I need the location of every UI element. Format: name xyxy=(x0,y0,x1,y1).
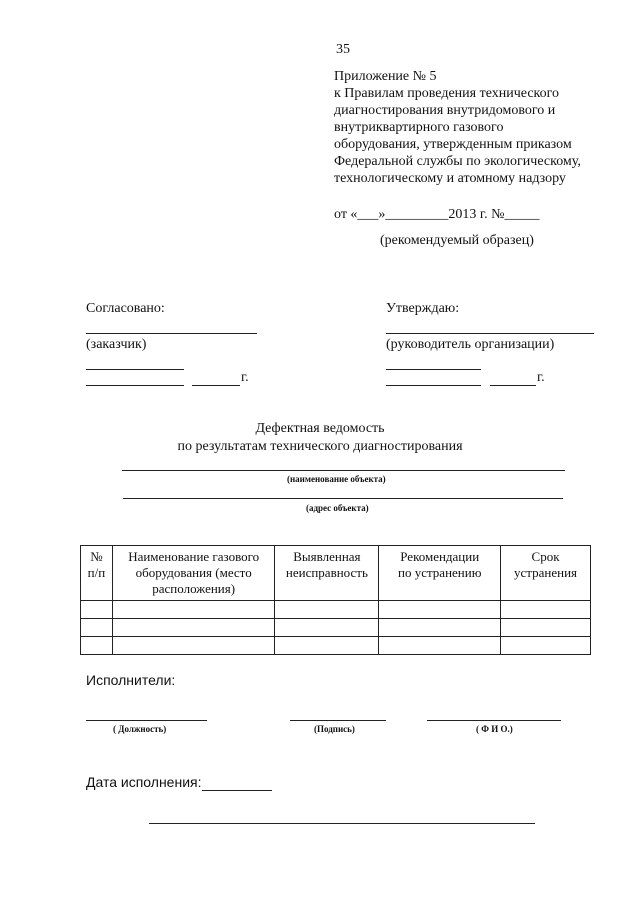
defects-table xyxy=(80,545,591,655)
header-line: Срок xyxy=(531,549,560,564)
column-header-number xyxy=(81,546,113,601)
document-title: Дефектная ведомость xyxy=(255,421,385,436)
table-cell xyxy=(379,601,501,619)
customer-name-line xyxy=(86,369,184,370)
header-line: расположения) xyxy=(152,581,236,596)
sample-note: (рекомендуемый образец) xyxy=(380,233,534,248)
signature-caption: (Подпись) xyxy=(314,724,355,734)
object-address-line xyxy=(123,498,563,499)
appendix-line: Федеральной службы по экологическому, xyxy=(334,154,581,169)
table-row xyxy=(81,619,591,637)
head-signature-line xyxy=(386,333,594,334)
customer-label: (заказчик) xyxy=(86,337,147,352)
column-header-recommendations xyxy=(379,546,501,601)
table-cell xyxy=(275,637,379,655)
head-name-line xyxy=(386,369,481,370)
table-cell xyxy=(112,601,275,619)
completion-date-label: Дата исполнения: xyxy=(86,774,202,790)
customer-year-line xyxy=(192,385,240,386)
table-cell xyxy=(379,619,501,637)
appendix-line: оборудования, утвержденным приказом xyxy=(334,137,572,152)
table-cell xyxy=(501,637,591,655)
table-cell xyxy=(501,619,591,637)
object-name-line xyxy=(122,470,565,471)
header-line: неисправность xyxy=(285,565,368,580)
customer-year-suffix: г. xyxy=(241,370,249,385)
table-row xyxy=(81,601,591,619)
table-cell xyxy=(275,619,379,637)
table-cell xyxy=(501,601,591,619)
table-cell xyxy=(81,619,113,637)
head-year-line xyxy=(490,385,536,386)
header-line: устранения xyxy=(514,565,578,580)
column-header-deadline xyxy=(501,546,591,601)
table-cell xyxy=(81,601,113,619)
object-name-caption: (наименование объекта) xyxy=(287,474,386,484)
header-line: Выявленная xyxy=(293,549,361,564)
bottom-line xyxy=(149,823,535,824)
completion-date-line xyxy=(202,790,272,791)
appendix-line: внутриквартирного газового xyxy=(334,120,504,135)
position-line xyxy=(86,720,207,721)
document-subtitle: по результатам технического диагностирования xyxy=(177,439,463,454)
appendix-line: к Правилам проведения технического xyxy=(334,86,560,101)
table-cell xyxy=(112,619,275,637)
header-line: оборудования (место xyxy=(135,565,252,580)
header-line: п/п xyxy=(87,565,106,580)
approve-label: Утверждаю: xyxy=(386,301,460,316)
object-address-caption: (адрес объекта) xyxy=(306,503,369,513)
header-line: по устранению xyxy=(397,565,482,580)
full-name-line xyxy=(427,720,561,721)
head-year-suffix: г. xyxy=(537,370,545,385)
customer-signature-line xyxy=(86,333,257,334)
header-line: Рекомендации xyxy=(400,549,480,564)
agreed-label: Согласовано: xyxy=(86,301,165,316)
column-header-equipment xyxy=(112,546,275,601)
head-date-line xyxy=(386,385,481,386)
appendix-line: Приложение № 5 xyxy=(334,69,437,84)
full-name-caption: ( Ф И О.) xyxy=(476,724,513,734)
signature-line xyxy=(290,720,386,721)
appendix-line: технологическому и атомному надзору xyxy=(334,171,566,186)
appendix-line: диагностирования внутридомового и xyxy=(334,103,556,118)
head-label: (руководитель организации) xyxy=(386,337,555,352)
table-cell xyxy=(379,637,501,655)
table-cell xyxy=(81,637,113,655)
header-line: № xyxy=(90,549,103,564)
table-cell xyxy=(112,637,275,655)
position-caption: ( Должность) xyxy=(113,724,167,734)
table-cell xyxy=(275,601,379,619)
customer-date-line xyxy=(86,385,184,386)
table-header-row xyxy=(81,546,591,601)
header-line: Наименование газового xyxy=(128,549,260,564)
column-header-defect xyxy=(275,546,379,601)
table-row xyxy=(81,637,591,655)
order-reference: от «___»_________2013 г. №_____ xyxy=(334,207,540,222)
page-number: 35 xyxy=(336,42,350,57)
executors-label: Исполнители: xyxy=(86,672,176,688)
appendix-heading xyxy=(334,68,624,187)
